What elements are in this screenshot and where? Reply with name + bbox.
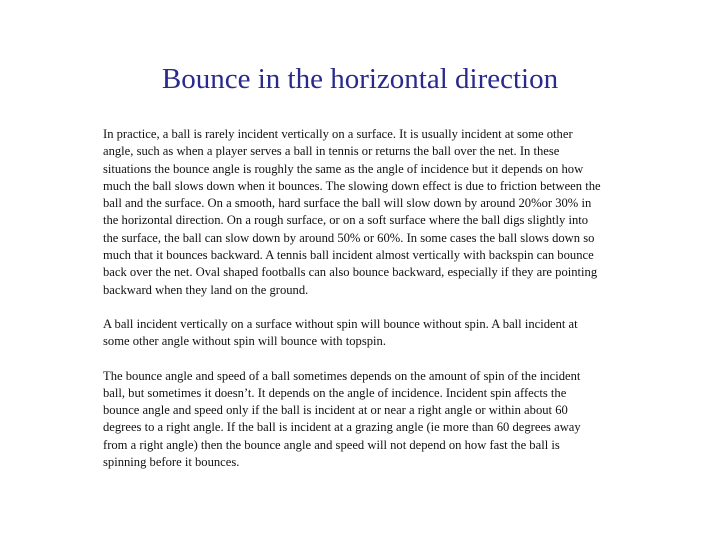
paragraph-3: The bounce angle and speed of a ball sometimes depends on the amount of spin of the incident ball, but sometimes it doesn’t. It depends on the angle of incidence. Incident spin affects the bounce angle and speed only if the ball is incident at or near a right angle or within about 60 degrees to a right angle. If the ball is incident at a grazing angle (ie more than 60 degrees away from a right angle) then the bounce angle and speed will not depend on how fast the ball is spinning before it bounces. <box>103 368 581 470</box>
slide-body <box>103 126 603 488</box>
paragraph-2: A ball incident vertically on a surface without spin will bounce without spin. A ball incident at some other angle without spin will bounce with topspin. <box>103 316 578 349</box>
paragraph-1: In practice, a ball is rarely incident vertically on a surface. It is usually incident at some other angle, such as when a player serves a ball in tennis or returns the ball over the net. In these situations the bounce angle is roughly the same as the angle of incidence but it depends on how much the ball slows down when it bounces. The slowing down effect is due to friction between the ball and the surface. On a smooth, hard surface the ball will slow down by around 20%or 30% in the horizontal direction. On a rough surface, or on a soft surface where the ball digs slightly into the surface, the ball can slow down by around 50% or 60%. In some cases the ball slows down so much that it bounces backward. A tennis ball incident almost vertically with backspin can bounce back over the net. Oval shaped footballs can also bounce backward, especially if they are pointing backward when they land on the ground. <box>103 127 601 297</box>
slide-title: Bounce in the horizontal direction <box>161 63 559 95</box>
